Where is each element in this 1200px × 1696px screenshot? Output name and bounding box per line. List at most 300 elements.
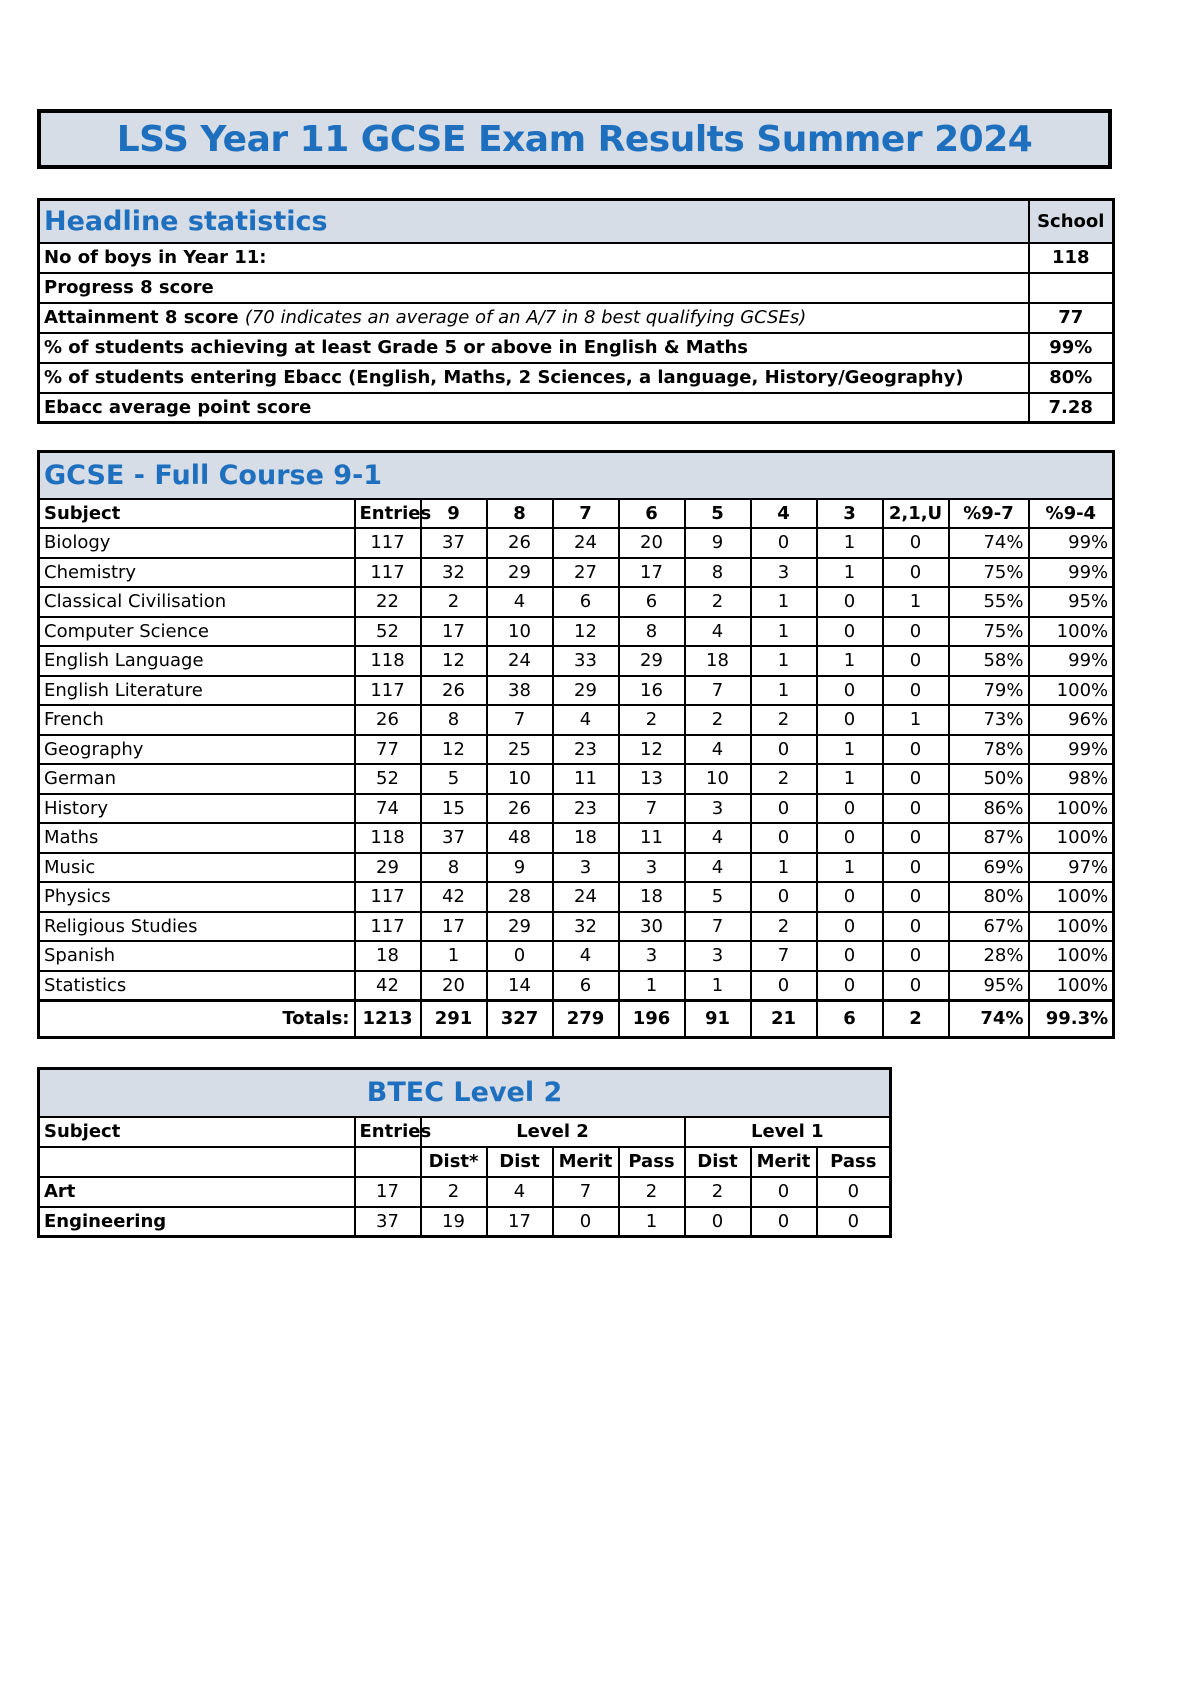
gcse-cell: 4 xyxy=(487,587,553,617)
btec-level2-header: Level 2 xyxy=(421,1117,685,1147)
gcse-total-cell: 279 xyxy=(553,1000,619,1037)
gcse-cell: 3 xyxy=(751,558,817,588)
gcse-cell: 22 xyxy=(355,587,421,617)
gcse-cell: 4 xyxy=(685,823,751,853)
gcse-cell: 12 xyxy=(553,617,619,647)
gcse-cell: 4 xyxy=(685,735,751,765)
headline-statistics-table xyxy=(37,198,1115,424)
gcse-cell: 4 xyxy=(553,705,619,735)
gcse-subject-name: French xyxy=(39,705,355,735)
btec-section-title: BTEC Level 2 xyxy=(39,1069,891,1117)
gcse-cell: 95% xyxy=(949,971,1029,1001)
gcse-cell: 24 xyxy=(487,646,553,676)
gcse-cell: 2 xyxy=(751,705,817,735)
gcse-cell: 2 xyxy=(751,912,817,942)
gcse-subject-row xyxy=(39,705,1114,735)
gcse-cell: 13 xyxy=(619,764,685,794)
gcse-subject-name: Statistics xyxy=(39,971,355,1001)
gcse-subject-name: Geography xyxy=(39,735,355,765)
gcse-cell: 0 xyxy=(883,617,949,647)
gcse-subject-row xyxy=(39,794,1114,824)
gcse-cell: 1 xyxy=(817,558,883,588)
gcse-cell: 7 xyxy=(685,912,751,942)
gcse-cell: 18 xyxy=(685,646,751,676)
school-column-header: School xyxy=(1029,200,1114,243)
gcse-cell: 6 xyxy=(553,971,619,1001)
gcse-cell: 29 xyxy=(355,853,421,883)
gcse-subject-row xyxy=(39,646,1114,676)
gcse-subject-row xyxy=(39,528,1114,558)
gcse-cell: 0 xyxy=(817,587,883,617)
btec-grade-header: Merit xyxy=(751,1147,817,1177)
headline-value xyxy=(1029,273,1114,303)
gcse-cell: 117 xyxy=(355,882,421,912)
gcse-cell: 42 xyxy=(355,971,421,1001)
gcse-cell: 100% xyxy=(1029,823,1114,853)
gcse-cell: 0 xyxy=(883,528,949,558)
gcse-cell: 38 xyxy=(487,676,553,706)
btec-cell: 37 xyxy=(355,1207,421,1237)
gcse-cell: 18 xyxy=(619,882,685,912)
gcse-cell: 73% xyxy=(949,705,1029,735)
gcse-cell: 0 xyxy=(883,558,949,588)
gcse-cell: 0 xyxy=(817,941,883,971)
gcse-cell: 8 xyxy=(619,617,685,647)
gcse-cell: 5 xyxy=(685,882,751,912)
gcse-cell: 100% xyxy=(1029,617,1114,647)
gcse-cell: 28% xyxy=(949,941,1029,971)
headline-label-text: % of students entering Ebacc (English, Maths, 2 Sciences, a language, History/Geography) xyxy=(44,367,964,388)
headline-value: 99% xyxy=(1029,333,1114,363)
gcse-cell: 8 xyxy=(421,705,487,735)
btec-results-table xyxy=(37,1067,892,1238)
gcse-cell: 74% xyxy=(949,528,1029,558)
gcse-cell: 1 xyxy=(619,971,685,1001)
gcse-cell: 0 xyxy=(883,882,949,912)
gcse-total-cell: 74% xyxy=(949,1000,1029,1037)
btec-subject-name: Engineering xyxy=(39,1207,355,1237)
headline-value: 77 xyxy=(1029,303,1114,333)
headline-label-text: Progress 8 score xyxy=(44,277,214,298)
gcse-cell: 8 xyxy=(421,853,487,883)
gcse-cell: 1 xyxy=(817,528,883,558)
gcse-total-cell: 196 xyxy=(619,1000,685,1037)
gcse-column-header: 9 xyxy=(421,499,487,529)
gcse-cell: 0 xyxy=(883,941,949,971)
gcse-cell: 99% xyxy=(1029,735,1114,765)
gcse-total-cell: 2 xyxy=(883,1000,949,1037)
gcse-cell: 11 xyxy=(619,823,685,853)
gcse-column-header: Entries xyxy=(355,499,421,529)
gcse-subject-name: German xyxy=(39,764,355,794)
btec-empty-cell xyxy=(355,1147,421,1177)
headline-row xyxy=(39,303,1114,333)
gcse-cell: 0 xyxy=(883,676,949,706)
gcse-subject-name: English Literature xyxy=(39,676,355,706)
gcse-cell: 1 xyxy=(751,853,817,883)
gcse-cell: 0 xyxy=(883,853,949,883)
gcse-column-header: 2,1,U xyxy=(883,499,949,529)
gcse-cell: 48 xyxy=(487,823,553,853)
gcse-cell: 117 xyxy=(355,676,421,706)
btec-cell: 2 xyxy=(421,1177,487,1207)
gcse-column-header: %9-7 xyxy=(949,499,1029,529)
gcse-cell: 97% xyxy=(1029,853,1114,883)
headline-row xyxy=(39,393,1114,423)
headline-label-note: (70 indicates an average of an A/7 in 8 best qualifying GCSEs) xyxy=(244,307,807,328)
gcse-column-header: 4 xyxy=(751,499,817,529)
gcse-cell: 3 xyxy=(553,853,619,883)
gcse-cell: 0 xyxy=(817,617,883,647)
gcse-cell: 12 xyxy=(619,735,685,765)
gcse-cell: 55% xyxy=(949,587,1029,617)
gcse-cell: 2 xyxy=(751,764,817,794)
gcse-cell: 77 xyxy=(355,735,421,765)
btec-grade-header: Pass xyxy=(817,1147,891,1177)
btec-cell: 19 xyxy=(421,1207,487,1237)
btec-level1-header: Level 1 xyxy=(685,1117,891,1147)
btec-entries-header: Entries xyxy=(355,1117,421,1147)
gcse-cell: 0 xyxy=(487,941,553,971)
gcse-total-cell: 91 xyxy=(685,1000,751,1037)
gcse-subject-row xyxy=(39,676,1114,706)
gcse-subject-row xyxy=(39,971,1114,1001)
btec-subject-name: Art xyxy=(39,1177,355,1207)
gcse-cell: 24 xyxy=(553,882,619,912)
gcse-cell: 12 xyxy=(421,735,487,765)
gcse-subject-name: Classical Civilisation xyxy=(39,587,355,617)
gcse-cell: 29 xyxy=(619,646,685,676)
gcse-cell: 4 xyxy=(685,853,751,883)
gcse-cell: 17 xyxy=(421,617,487,647)
btec-cell: 0 xyxy=(817,1207,891,1237)
gcse-subject-row xyxy=(39,764,1114,794)
page-title: LSS Year 11 GCSE Exam Results Summer 2024 xyxy=(37,109,1112,169)
gcse-cell: 7 xyxy=(751,941,817,971)
gcse-cell: 15 xyxy=(421,794,487,824)
gcse-cell: 37 xyxy=(421,528,487,558)
gcse-section-title: GCSE - Full Course 9-1 xyxy=(39,452,1114,499)
gcse-cell: 1 xyxy=(883,587,949,617)
headline-value: 118 xyxy=(1029,243,1114,273)
gcse-cell: 95% xyxy=(1029,587,1114,617)
gcse-total-cell: 6 xyxy=(817,1000,883,1037)
gcse-cell: 2 xyxy=(421,587,487,617)
gcse-cell: 18 xyxy=(553,823,619,853)
gcse-cell: 99% xyxy=(1029,528,1114,558)
gcse-subject-name: Spanish xyxy=(39,941,355,971)
gcse-cell: 29 xyxy=(487,558,553,588)
gcse-subject-name: Physics xyxy=(39,882,355,912)
gcse-subject-row xyxy=(39,617,1114,647)
gcse-cell: 26 xyxy=(487,794,553,824)
gcse-cell: 75% xyxy=(949,558,1029,588)
btec-grade-header: Dist* xyxy=(421,1147,487,1177)
btec-subject-row xyxy=(39,1207,891,1237)
gcse-subject-name: Religious Studies xyxy=(39,912,355,942)
gcse-cell: 0 xyxy=(751,823,817,853)
gcse-cell: 50% xyxy=(949,764,1029,794)
gcse-cell: 117 xyxy=(355,528,421,558)
gcse-cell: 118 xyxy=(355,646,421,676)
gcse-cell: 0 xyxy=(817,971,883,1001)
gcse-total-cell: 291 xyxy=(421,1000,487,1037)
gcse-cell: 67% xyxy=(949,912,1029,942)
gcse-cell: 8 xyxy=(685,558,751,588)
btec-subject-header: Subject xyxy=(39,1117,355,1147)
btec-cell: 2 xyxy=(619,1177,685,1207)
gcse-cell: 1 xyxy=(421,941,487,971)
gcse-cell: 42 xyxy=(421,882,487,912)
btec-cell: 7 xyxy=(553,1177,619,1207)
headline-label xyxy=(39,363,1029,393)
gcse-column-header: 8 xyxy=(487,499,553,529)
headline-row xyxy=(39,333,1114,363)
btec-cell: 0 xyxy=(751,1177,817,1207)
gcse-cell: 29 xyxy=(553,676,619,706)
gcse-cell: 100% xyxy=(1029,676,1114,706)
gcse-cell: 26 xyxy=(355,705,421,735)
gcse-cell: 100% xyxy=(1029,912,1114,942)
gcse-cell: 26 xyxy=(487,528,553,558)
gcse-cell: 3 xyxy=(685,941,751,971)
headline-row xyxy=(39,273,1114,303)
gcse-cell: 9 xyxy=(487,853,553,883)
gcse-totals-row xyxy=(39,1000,1114,1037)
gcse-cell: 99% xyxy=(1029,558,1114,588)
headline-label xyxy=(39,333,1029,363)
gcse-cell: 4 xyxy=(553,941,619,971)
gcse-cell: 0 xyxy=(751,882,817,912)
gcse-cell: 0 xyxy=(751,735,817,765)
headline-label xyxy=(39,393,1029,423)
gcse-cell: 0 xyxy=(883,912,949,942)
btec-cell: 0 xyxy=(751,1207,817,1237)
gcse-totals-label: Totals: xyxy=(39,1000,355,1037)
gcse-cell: 2 xyxy=(685,587,751,617)
gcse-subject-row xyxy=(39,912,1114,942)
gcse-column-header: 3 xyxy=(817,499,883,529)
headline-section-title: Headline statistics xyxy=(39,200,1029,243)
btec-cell: 0 xyxy=(685,1207,751,1237)
gcse-total-cell: 327 xyxy=(487,1000,553,1037)
gcse-cell: 100% xyxy=(1029,794,1114,824)
gcse-cell: 0 xyxy=(751,971,817,1001)
gcse-cell: 0 xyxy=(817,676,883,706)
gcse-cell: 37 xyxy=(421,823,487,853)
headline-label-text: Ebacc average point score xyxy=(44,396,312,418)
gcse-cell: 18 xyxy=(355,941,421,971)
gcse-cell: 5 xyxy=(421,764,487,794)
headline-value: 80% xyxy=(1029,363,1114,393)
gcse-cell: 17 xyxy=(619,558,685,588)
btec-cell: 17 xyxy=(487,1207,553,1237)
gcse-subject-name: English Language xyxy=(39,646,355,676)
gcse-subject-name: Chemistry xyxy=(39,558,355,588)
gcse-cell: 87% xyxy=(949,823,1029,853)
gcse-cell: 117 xyxy=(355,912,421,942)
btec-cell: 0 xyxy=(553,1207,619,1237)
gcse-column-header: %9-4 xyxy=(1029,499,1114,529)
gcse-subject-name: Computer Science xyxy=(39,617,355,647)
gcse-cell: 9 xyxy=(685,528,751,558)
gcse-cell: 25 xyxy=(487,735,553,765)
gcse-cell: 3 xyxy=(685,794,751,824)
gcse-cell: 7 xyxy=(685,676,751,706)
btec-subject-row xyxy=(39,1177,891,1207)
gcse-subject-name: Biology xyxy=(39,528,355,558)
gcse-total-cell: 99.3% xyxy=(1029,1000,1114,1037)
gcse-subject-name: History xyxy=(39,794,355,824)
gcse-cell: 1 xyxy=(883,705,949,735)
gcse-cell: 117 xyxy=(355,558,421,588)
btec-cell: 2 xyxy=(685,1177,751,1207)
gcse-column-header: 7 xyxy=(553,499,619,529)
gcse-subject-row xyxy=(39,587,1114,617)
gcse-cell: 7 xyxy=(487,705,553,735)
btec-cell: 0 xyxy=(817,1177,891,1207)
gcse-subject-row xyxy=(39,823,1114,853)
gcse-cell: 1 xyxy=(751,587,817,617)
gcse-cell: 24 xyxy=(553,528,619,558)
gcse-cell: 0 xyxy=(883,646,949,676)
btec-grade-header: Dist xyxy=(487,1147,553,1177)
gcse-cell: 10 xyxy=(487,764,553,794)
gcse-cell: 0 xyxy=(817,794,883,824)
btec-cell: 17 xyxy=(355,1177,421,1207)
gcse-cell: 23 xyxy=(553,735,619,765)
gcse-cell: 1 xyxy=(817,646,883,676)
gcse-cell: 0 xyxy=(817,882,883,912)
gcse-cell: 78% xyxy=(949,735,1029,765)
gcse-cell: 26 xyxy=(421,676,487,706)
gcse-subject-row xyxy=(39,941,1114,971)
gcse-subject-name: Maths xyxy=(39,823,355,853)
gcse-column-header: 5 xyxy=(685,499,751,529)
gcse-cell: 16 xyxy=(619,676,685,706)
gcse-cell: 29 xyxy=(487,912,553,942)
gcse-cell: 0 xyxy=(883,823,949,853)
gcse-cell: 1 xyxy=(817,735,883,765)
gcse-cell: 74 xyxy=(355,794,421,824)
gcse-cell: 80% xyxy=(949,882,1029,912)
gcse-cell: 4 xyxy=(685,617,751,647)
headline-label-text: No of boys in Year 11: xyxy=(44,247,267,268)
gcse-cell: 86% xyxy=(949,794,1029,824)
gcse-subject-row xyxy=(39,735,1114,765)
headline-label xyxy=(39,303,1029,333)
gcse-cell: 17 xyxy=(421,912,487,942)
gcse-cell: 20 xyxy=(619,528,685,558)
gcse-cell: 27 xyxy=(553,558,619,588)
gcse-cell: 0 xyxy=(883,735,949,765)
gcse-cell: 6 xyxy=(619,587,685,617)
gcse-column-header: 6 xyxy=(619,499,685,529)
gcse-column-header: Subject xyxy=(39,499,355,529)
gcse-cell: 0 xyxy=(817,823,883,853)
gcse-cell: 6 xyxy=(553,587,619,617)
gcse-cell: 0 xyxy=(751,528,817,558)
gcse-cell: 10 xyxy=(685,764,751,794)
gcse-cell: 52 xyxy=(355,617,421,647)
gcse-cell: 75% xyxy=(949,617,1029,647)
headline-label-text: % of students achieving at least Grade 5 or above in English & Maths xyxy=(44,337,748,358)
gcse-cell: 3 xyxy=(619,853,685,883)
headline-row xyxy=(39,243,1114,273)
gcse-cell: 0 xyxy=(751,794,817,824)
gcse-cell: 33 xyxy=(553,646,619,676)
gcse-cell: 100% xyxy=(1029,971,1114,1001)
gcse-cell: 0 xyxy=(817,912,883,942)
gcse-cell: 69% xyxy=(949,853,1029,883)
headline-label xyxy=(39,243,1029,273)
gcse-total-cell: 21 xyxy=(751,1000,817,1037)
gcse-cell: 1 xyxy=(751,676,817,706)
gcse-subject-name: Music xyxy=(39,853,355,883)
gcse-cell: 52 xyxy=(355,764,421,794)
gcse-cell: 1 xyxy=(817,853,883,883)
gcse-cell: 2 xyxy=(685,705,751,735)
gcse-cell: 12 xyxy=(421,646,487,676)
gcse-cell: 3 xyxy=(619,941,685,971)
gcse-cell: 79% xyxy=(949,676,1029,706)
gcse-subject-row xyxy=(39,853,1114,883)
gcse-cell: 98% xyxy=(1029,764,1114,794)
gcse-cell: 7 xyxy=(619,794,685,824)
gcse-cell: 32 xyxy=(421,558,487,588)
gcse-cell: 118 xyxy=(355,823,421,853)
btec-cell: 1 xyxy=(619,1207,685,1237)
gcse-results-table xyxy=(37,450,1115,1039)
gcse-cell: 100% xyxy=(1029,882,1114,912)
gcse-cell: 2 xyxy=(619,705,685,735)
gcse-subject-row xyxy=(39,882,1114,912)
gcse-cell: 1 xyxy=(685,971,751,1001)
btec-empty-cell xyxy=(39,1147,355,1177)
gcse-cell: 14 xyxy=(487,971,553,1001)
gcse-cell: 0 xyxy=(883,794,949,824)
gcse-cell: 1 xyxy=(751,646,817,676)
gcse-cell: 96% xyxy=(1029,705,1114,735)
gcse-cell: 20 xyxy=(421,971,487,1001)
gcse-cell: 1 xyxy=(751,617,817,647)
btec-grade-header: Merit xyxy=(553,1147,619,1177)
gcse-cell: 1 xyxy=(817,764,883,794)
headline-label-text: Attainment 8 score xyxy=(44,307,239,328)
gcse-header-row xyxy=(39,499,1114,529)
gcse-cell: 23 xyxy=(553,794,619,824)
gcse-cell: 99% xyxy=(1029,646,1114,676)
gcse-cell: 0 xyxy=(883,764,949,794)
headline-value: 7.28 xyxy=(1029,393,1114,423)
gcse-cell: 30 xyxy=(619,912,685,942)
gcse-cell: 100% xyxy=(1029,941,1114,971)
gcse-cell: 0 xyxy=(817,705,883,735)
gcse-cell: 32 xyxy=(553,912,619,942)
gcse-cell: 11 xyxy=(553,764,619,794)
gcse-cell: 28 xyxy=(487,882,553,912)
gcse-cell: 10 xyxy=(487,617,553,647)
btec-cell: 4 xyxy=(487,1177,553,1207)
headline-label xyxy=(39,273,1029,303)
gcse-cell: 0 xyxy=(883,971,949,1001)
gcse-subject-row xyxy=(39,558,1114,588)
btec-grade-header: Dist xyxy=(685,1147,751,1177)
gcse-total-cell: 1213 xyxy=(355,1000,421,1037)
gcse-cell: 58% xyxy=(949,646,1029,676)
headline-row xyxy=(39,363,1114,393)
btec-grade-header: Pass xyxy=(619,1147,685,1177)
